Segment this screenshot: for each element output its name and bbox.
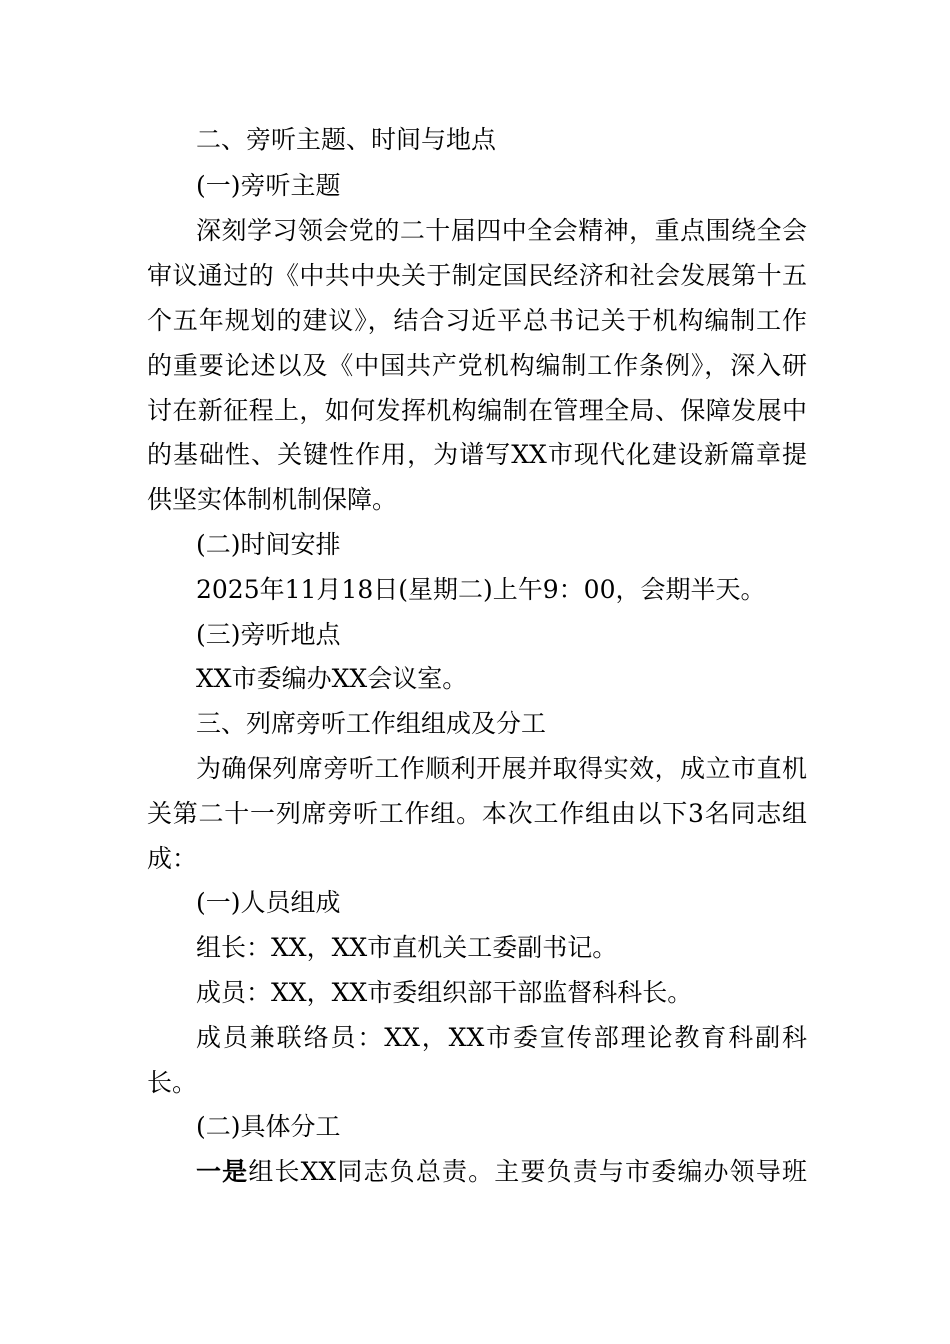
paragraph-text: 组长XX同志负总责。主要负责与市委编办领导班	[248, 1157, 807, 1186]
paragraph-line: 2025年11月18日(星期二)上午9：00，会期半天。	[196, 575, 766, 604]
subsection-title: (一)人员组成	[196, 888, 341, 917]
paragraph-line: 讨在新征程上，如何发挥机构编制在管理全局、保障发展中	[147, 396, 807, 425]
paragraph-line	[196, 1156, 807, 1188]
paragraph-line: 审议通过的《中共中央关于制定国民经济和社会发展第十五	[147, 261, 807, 290]
paragraph-line: 供坚实体制机制保障。	[147, 485, 398, 514]
paragraph-line: 的重要论述以及《中国共产党机构编制工作条例》，深入研	[147, 351, 807, 380]
paragraph-line: 的基础性、关键性作用，为谱写XX市现代化建设新篇章提	[147, 440, 807, 469]
paragraph-line: 关第二十一列席旁听工作组。本次工作组由以下3名同志组	[147, 799, 807, 828]
subsection-title: (二)时间安排	[196, 530, 341, 559]
paragraph-line: 组长：XX，XX市直机关工委副书记。	[196, 933, 618, 962]
paragraph-line: 个五年规划的建议》，结合习近平总书记关于机构编制工作	[147, 306, 807, 335]
paragraph-line: 长。	[147, 1068, 198, 1097]
paragraph-line: 为确保列席旁听工作顺利开展并取得实效，成立市直机	[196, 754, 807, 783]
paragraph-line: 成员：XX，XX市委组织部干部监督科科长。	[196, 978, 693, 1007]
subsection-title: (三)旁听地点	[196, 620, 341, 649]
paragraph-line: 成：	[147, 844, 198, 873]
subsection-title: (一)旁听主题	[196, 171, 341, 200]
paragraph-line: 深刻学习领会党的二十届四中全会精神，重点围绕全会	[196, 216, 807, 245]
section-heading: 二、旁听主题、时间与地点	[196, 125, 497, 154]
emphasis-label: 一是	[196, 1157, 249, 1186]
subsection-title: (二)具体分工	[196, 1112, 341, 1141]
paragraph-line: 成员兼联络员：XX，XX市委宣传部理论教育科副科	[196, 1023, 807, 1052]
section-heading: 三、列席旁听工作组组成及分工	[196, 709, 547, 738]
paragraph-line: XX市委编办XX会议室。	[196, 664, 468, 693]
